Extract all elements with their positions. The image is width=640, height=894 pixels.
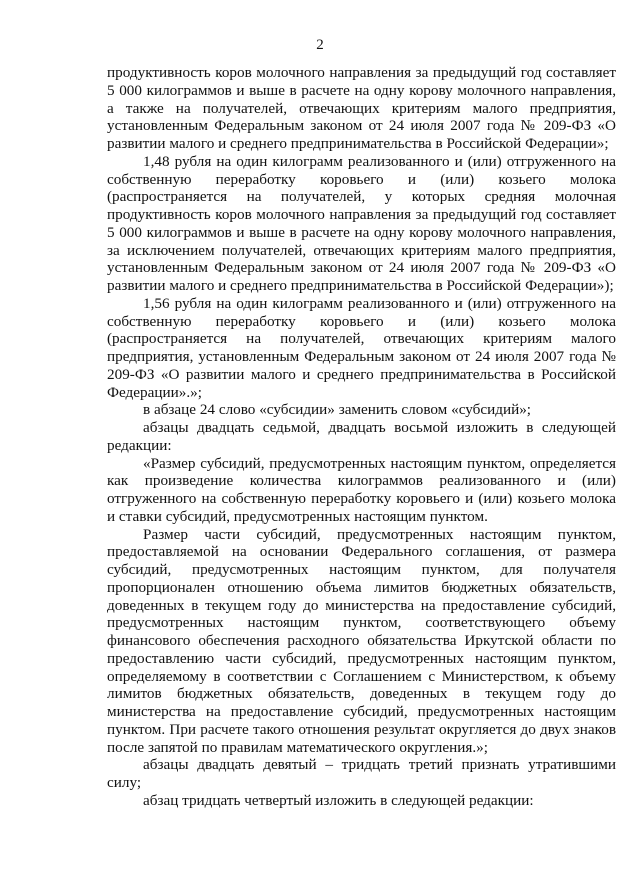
paragraph-amendment-27-28: абзацы двадцать седьмой, двадцать восьмой изложить в следующей редакции: [107,419,616,454]
paragraph-subsidy-part: Размер части субсидий, предусмотренных настоящим пунктом, предоставляемой на основании Федерального соглашения, от размера субсидий, предусмотренных настоящим пунктом, для получателя пропорционален отношению объема лимитов бюджетных обязательств, доведенных в текущем году до министерства на предоставление субсидий, предусмотренных настоящим пунктом, соответствующего объему финансового обеспечения расходного обязательства Иркутской области по предоставлению части субсидий, предусмотренных настоящим пунктом, определяемому в соответствии с Соглашением с Министерством, к объему лимитов бюджетных обязательств, доведенных в текущем году до министерства на предоставление субсидий, предусмотренных настоящим пунктом. При расчете такого отношения результат округляется до двух знаков после запятой по правилам математического округления.»; [107,525,616,756]
paragraph-amendment-29-33: абзацы двадцать девятый – тридцать третий признать утратившими силу; [107,756,616,791]
paragraph-amendment-34: абзац тридцать четвертый изложить в следующей редакции: [143,791,534,809]
page-number: 2 [316,37,324,53]
paragraph-continuation: продуктивность коров молочного направления за предыдущий год составляет 5 000 килограммов и выше в расчете на одну корову молочного направления, а также на получателей, отвечающих критериям малого предприятия, установленным Федеральным законом от 24 июля 2007 года № 209-ФЗ «О развитии малого и среднего предпринимательства в Российской Федерации»; [107,64,616,152]
paragraph-amendment-24: в абзаце 24 слово «субсидии» заменить словом «субсидий»; [143,401,532,419]
paragraph-rate-1-56: 1,56 рубля на один килограмм реализованного и (или) отгруженного на собственную переработку коровьего и (или) козьего молока (распространяется на получателей, отвечающих критериям малого предприятия, установленным Федеральным законом от 24 июля 2007 года № 209-ФЗ «О развитии малого и среднего предпринимательства в Российской Федерации».»; [107,294,616,401]
paragraph-subsidy-size: «Размер субсидий, предусмотренных настоящим пунктом, определяется как произведение количества килограммов реализованного и (или) отгруженного на собственную переработку коровьего и (или) козьего молока и ставки субсидий, предусмотренных настоящим пунктом. [107,454,616,525]
document-body [107,64,616,810]
paragraph-rate-1-48: 1,48 рубля на один килограмм реализованного и (или) отгруженного на собственную переработку коровьего и (или) козьего молока (распространяется на получателей, у которых средняя молочная продуктивность коров молочного направления за предыдущий год составляет 5 000 килограммов и выше в расчете на одну корову молочного направления, за исключением получателей, отвечающих критериям малого предприятия, установленным Федеральным законом от 24 июля 2007 года № 209-ФЗ «О развитии малого и среднего предпринимательства в Российской Федерации»); [107,152,616,294]
